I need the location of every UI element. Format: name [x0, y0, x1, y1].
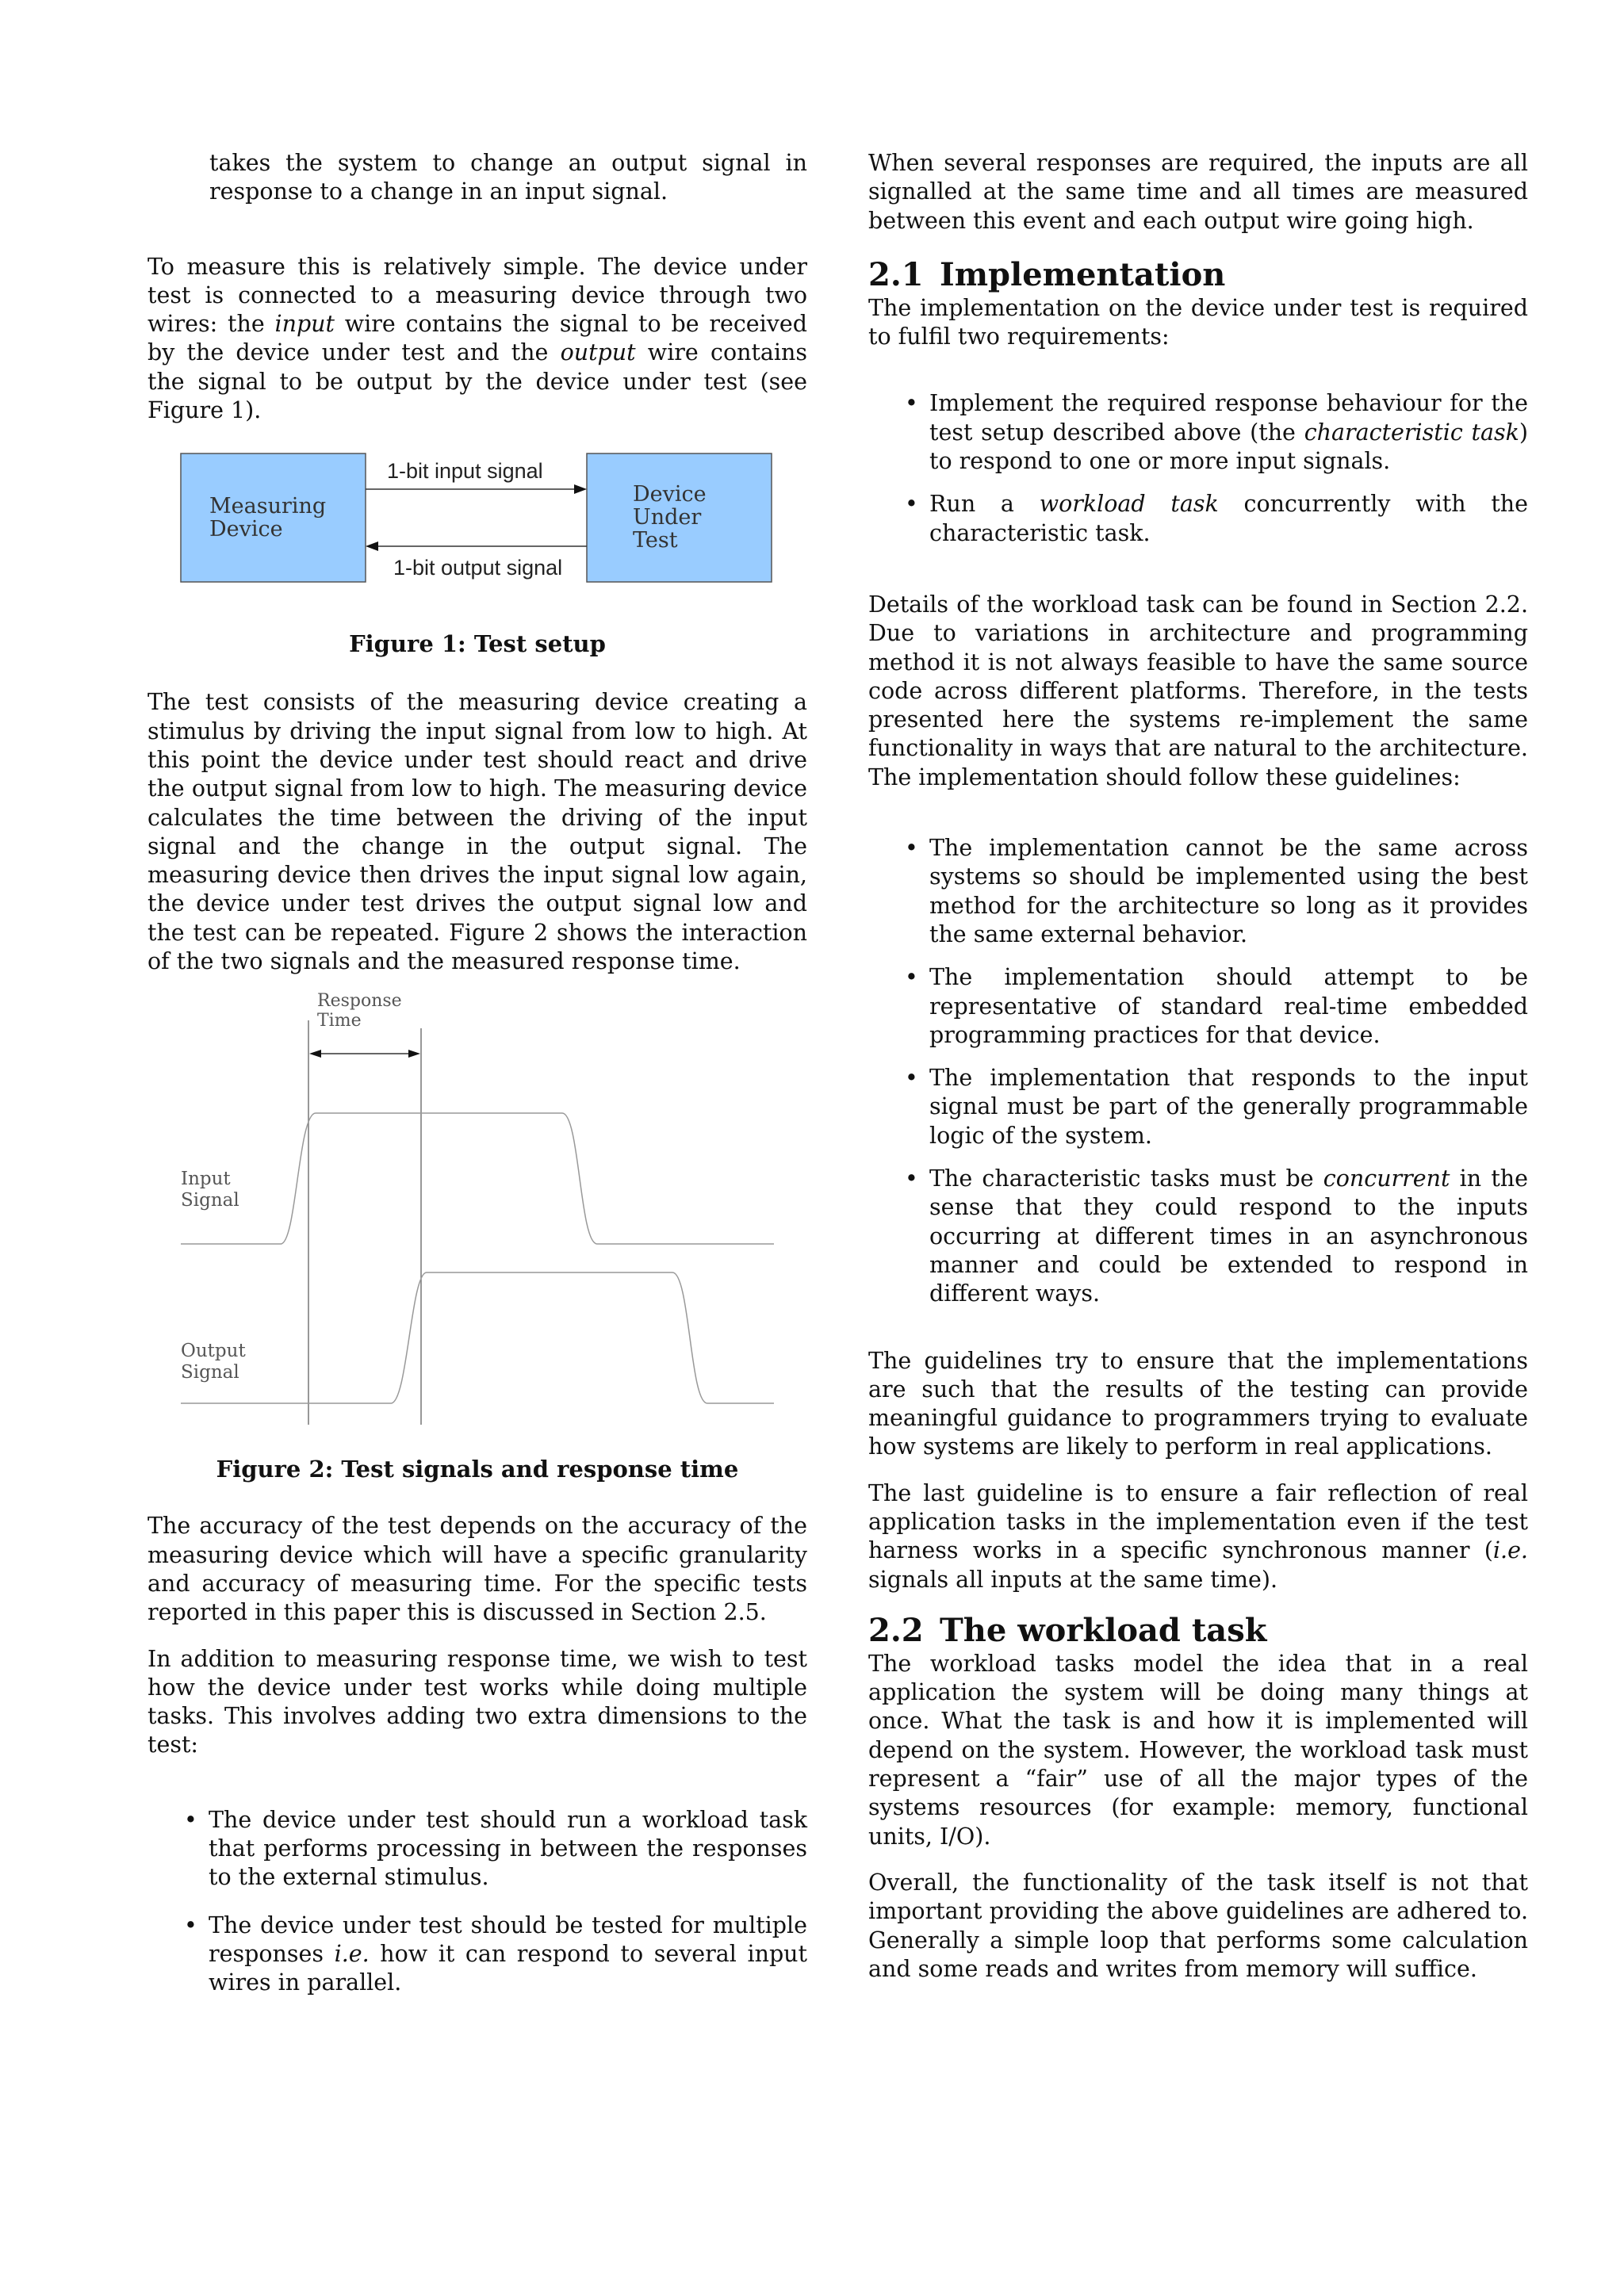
- guidelines-list: [868, 834, 1528, 1308]
- input-signal-axis-label-2: Signal: [181, 1190, 239, 1211]
- output-signal-waveform: [181, 1272, 774, 1403]
- paragraph-accuracy: The accuracy of the test depends on the accuracy of the measuring device which will have a specific granularity and accuracy of measuring time. For the specific tests reported in this paper this is discussed in Section 2.5.: [147, 1513, 807, 1626]
- list-item: • The implementation that responds to the input signal must be part of the generally programmable logic of the system.: [868, 1064, 1528, 1150]
- paragraph-measure: To measure this is relatively simple. The device under test is connected to a measuring device through two wires: the input wire contains the signal to be received by the device under test and the output wire contains the signal to be output by the device under test (see Figure 1).: [147, 253, 807, 424]
- paragraph-addition: In addition to measuring response time, we wish to test how the device under test works while doing multiple tasks. This involves adding two extra dimensions to the test:: [147, 1645, 807, 1758]
- list-item: • The implementation should attempt to be representative of standard real-time embedded programming practices for that device.: [868, 963, 1528, 1050]
- list-item: • The device under test should be tested for multiple responses i.e. how it can respond to several input wires in parallel.: [147, 1911, 807, 1998]
- dut-label-3: Test: [633, 528, 678, 553]
- figure-1-diagram: [147, 452, 807, 599]
- requirements-list: [868, 389, 1528, 547]
- dimensions-list: [147, 1806, 807, 1998]
- paragraph-details: Details of the workload task can be found in Section 2.2. Due to variations in architecture and programming method it is not always feasible to have the same source code across different platforms. Therefore, in the tests presented here the systems re-implement the same functionality in ways that are natural to the architecture. The implementation should follow these guidelines:: [868, 591, 1528, 790]
- paragraph-several-responses: When several responses are required, the inputs are all signalled at the same time and all times are measured between this event and each output wire going high.: [868, 150, 1528, 234]
- response-left-arrowhead-icon: [309, 1050, 321, 1058]
- section-2-2-heading: 2.2 The workload task: [868, 1611, 1267, 1649]
- figure-2-diagram: [147, 989, 807, 1425]
- response-time-label-2: Time: [317, 1011, 362, 1031]
- section-2-1-heading: 2.1 Implementation: [868, 255, 1226, 293]
- paragraph-guidelines: The guidelines try to ensure that the implementations are such that the results of the testing can provide meaningful guidance to programmers trying to evaluate how systems are likely to perform in real applications.: [868, 1347, 1528, 1460]
- output-signal-axis-label-2: Signal: [181, 1362, 239, 1383]
- paragraph-last-guideline: The last guideline is to ensure a fair reflection of real application tasks in the implementation even if the test harness works in a specific synchronous manner (i.e. signals all inputs at the same time).: [868, 1479, 1528, 1593]
- figure-2-caption: Figure 2: Test signals and response time: [216, 1456, 739, 1483]
- dut-label-2: Under: [633, 505, 702, 530]
- emphasis-output: output: [560, 339, 636, 366]
- paragraph-implementation: The implementation on the device under test is required to fulfil two requirements:: [868, 294, 1528, 350]
- emphasis-input: input: [274, 311, 335, 338]
- figure-2: [147, 989, 807, 1428]
- response-right-arrowhead-icon: [408, 1050, 420, 1058]
- input-signal-waveform: [181, 1113, 774, 1244]
- list-item: • The implementation cannot be the same across systems so should be implemented using the best method for the architecture so long as it provides the same external behavior.: [868, 834, 1528, 949]
- output-arrowhead-icon: [366, 541, 378, 551]
- left-column: [147, 149, 807, 2012]
- dut-label-1: Device: [633, 482, 707, 507]
- list-item: • The characteristic tasks must be concurrent in the sense that they could respond to the inputs occurring at different times in an asynchronous manner and could be extended to respond in different ways.: [868, 1165, 1528, 1308]
- response-time-label-1: Response: [317, 991, 402, 1012]
- figure-1-caption: Figure 1: Test setup: [349, 630, 606, 658]
- output-signal-label: 1-bit output signal: [393, 556, 563, 580]
- list-item: • The device under test should run a workload task that performs processing in between the responses to the external stimulus.: [147, 1806, 807, 1892]
- measuring-device-label-1: Measuring: [209, 494, 327, 519]
- list-item: • Run a workload task concurrently with the characteristic task.: [868, 490, 1528, 548]
- paragraph-workload: The workload tasks model the idea that in a real application the system will be doing many things at once. What the task is and how it is implemented will depend on the system. However, the workload task must represent a “fair” use of all the major types of the systems resources (for example: memory, functional units, I/O).: [868, 1650, 1528, 1850]
- right-column: [868, 149, 1528, 1984]
- input-arrowhead-icon: [574, 484, 587, 494]
- measuring-device-label-2: Device: [209, 517, 283, 542]
- paragraph-overall: Overall, the functionality of the task itself is not that important providing the above guidelines are adhered to. Generally a simple loop that performs some calculation and some reads and writes from memory will suffice.: [868, 1869, 1528, 1982]
- input-signal-label: 1-bit input signal: [387, 459, 543, 484]
- input-signal-axis-label-1: Input: [181, 1169, 231, 1190]
- figure-1: [147, 452, 807, 602]
- paragraph-intro-continuation: takes the system to change an output signal in response to a change in an input signal.: [209, 150, 807, 205]
- list-item: • Implement the required response behaviour for the test setup described above (the characteristic task) to respond to one or more input signals.: [868, 389, 1528, 476]
- paragraph-test: The test consists of the measuring device creating a stimulus by driving the input signal from low to high. At this point the device under test should react and drive the output signal from low to high. The measuring device calculates the time between the driving of the input signal and the change in the output signal. The measuring device then drives the input signal low again, the device under test drives the output signal low and the test can be repeated. Figure 2 shows the interaction of the two signals and the measured response time.: [147, 689, 807, 975]
- output-signal-axis-label-1: Output: [181, 1341, 246, 1362]
